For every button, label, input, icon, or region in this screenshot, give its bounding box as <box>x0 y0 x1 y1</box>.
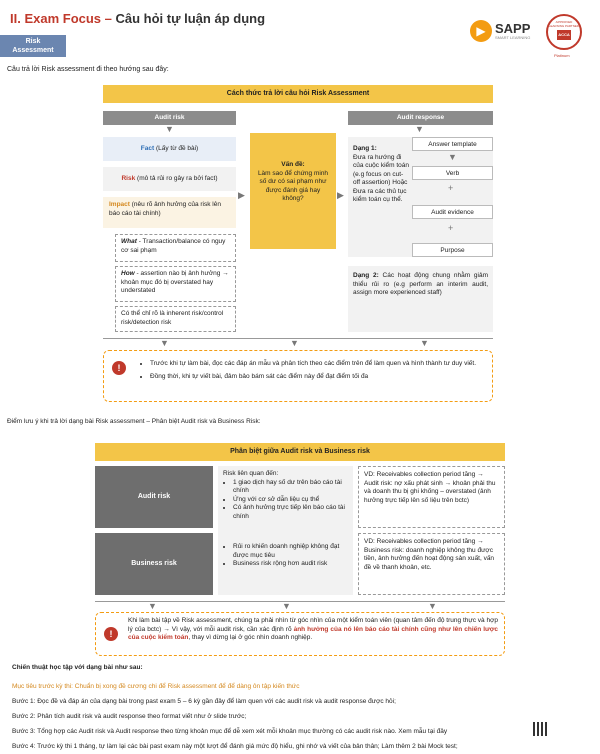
audit-risk-header: Audit risk <box>103 111 236 125</box>
chevron-down-icon: ▼ <box>448 152 457 162</box>
answer-template: Answer template <box>412 137 493 151</box>
intro-text: Câu trả lời Risk assessment đi theo hướng sau đây: <box>7 66 169 73</box>
arrow-down-icon: ▼ <box>160 338 169 348</box>
arrow-down-icon: ▼ <box>290 338 299 348</box>
audit-risk-label: Audit risk <box>95 466 213 528</box>
qr-code-icon[interactable] <box>533 722 547 736</box>
audit-evidence-box: Audit evidence <box>412 205 493 219</box>
inherent-box: Có thể chỉ rõ là inherent risk/control risk/detection risk <box>115 306 236 332</box>
strategy-step: Bước 1: Đọc đề và đáp án của dạng bài trong past exam 5 – 6 kỳ gần đây để làm quen với các audit risk và audit response được hỏi; <box>12 698 396 705</box>
arrow-right-icon: ▶ <box>238 190 245 200</box>
verb-box: Verb <box>412 166 493 180</box>
purpose-box: Purpose <box>412 243 493 257</box>
plus-icon: + <box>448 183 454 193</box>
what-box: What - Transaction/balance có nguy cơ sai phạm <box>115 234 236 262</box>
type1-text: Dạng 1: Đưa ra hướng đi của cuộc kiểm toán (e.g focus on cut-off assertion) Hoặc Đưa ra các thủ tục kiểm toán cụ thể. <box>353 145 410 203</box>
acca-platinum: Platinum <box>554 53 570 58</box>
arrow-down-icon: ▼ <box>420 338 429 348</box>
warning-icon: ! <box>112 361 126 375</box>
audit-risk-example: VD: Receivables collection period tăng → Audit risk: nợ xấu phát sinh → khoản phải thu và doanh thu bị ghi khống – overstated (ảnh hưởng trực tiếp lên số liệu trên bctc) <box>358 466 505 528</box>
diagram2-heading: Phân biệt giữa Audit risk và Business risk <box>95 443 505 461</box>
issue-box: Vấn đề: Làm sao để chứng minh số dư có sai phạm như được đánh giá hay không? <box>250 133 336 249</box>
section-badge: Risk Assessment <box>0 35 66 57</box>
fact-box: Fact (Lấy từ đề bài) <box>103 137 236 161</box>
how-box: How - assertion nào bị ảnh hưởng → khoản mục đó bị overstated hay understated <box>115 266 236 302</box>
arrow-down-icon: ▼ <box>282 601 291 611</box>
strategy-step: Bước 4: Trước kỳ thi 1 tháng, tự làm lại các bài past exam này một lượt để đánh giá mức độ hiểu, ghi nhớ và viết của bản thân; Làm thêm 2 bài Mock test; <box>12 743 458 750</box>
sapp-logo: ▶ SAPP SMART LEARNING <box>470 20 530 42</box>
intro-text-2: Điểm lưu ý khi trả lời dạng bài Risk assessment – Phân biệt Audit risk và Business Risk: <box>7 418 261 425</box>
impact-box: Impact (nêu rõ ảnh hưởng của risk lên báo cáo tài chính) <box>103 197 236 228</box>
strategy-step: Bước 3: Tổng hợp các Audit risk và Audit response theo từng khoản mục để dễ xem xét mỗi khoản mục thường có các audit risk nào. Xem mẫu tại đây <box>12 728 448 735</box>
strategy-title: Chiến thuật học tập với dạng bài như sau: <box>12 664 143 671</box>
diagram1-heading: Cách thức trả lời câu hỏi Risk Assessment <box>103 85 493 103</box>
note-item: • Đồng thời, khi tự viết bài, đảm bảo bám sát các điểm này để đạt điểm tối đa <box>150 373 490 382</box>
note-box-1 <box>103 350 493 402</box>
note-box-2 <box>95 612 505 656</box>
arrow-down-icon: ▼ <box>415 124 424 134</box>
arrow-down-icon: ▼ <box>165 124 174 134</box>
strategy-goal: Mục tiêu trước kỳ thi: Chuẩn bị xong đề cương chi để Risk assessment để để dàng ôn tập kiến thức <box>12 683 300 690</box>
type2-box: Dạng 2: Các hoạt động chung nhằm giảm thiểu rủi ro (e.g perform an interim audit, assign more experienced staff) <box>348 266 493 332</box>
acca-badge: APPROVED LEARNING PARTNER ACCA <box>546 14 582 50</box>
strategy-step: Bước 2: Phân tích audit risk và audit response theo format viết như ở slide trước; <box>12 713 247 720</box>
note-item: • Trước khi tự làm bài, đọc các đáp án mẫu và phân tích theo các điểm trên để làm quen và hình thành tư duy viết. <box>150 360 490 369</box>
audit-response-header: Audit response <box>348 111 493 125</box>
note-text: Khi làm bài tập về Risk assessment, chúng ta phải nhìn từ góc nhìn của một kiểm toán viên (quan tâm đến độ trung thực và hợp lý của bctc) → Vì vậy, với mỗi audit risk, cần xác định rõ ảnh hưởng của nó lên báo cáo tài chính cũng như lên chiến lược của cuộc kiểm toán, thay vì dừng lại ở góc nhìn doanh nghiệp. <box>128 617 498 641</box>
business-risk-example: VD: Receivables collection period tăng → Business risk: doanh nghiệp không thu được tiền, ảnh hưởng đến hoạt động sản xuất, vấn đề về thanh khoản, etc. <box>358 533 505 595</box>
warning-icon: ! <box>104 627 118 641</box>
risk-description: Risk liên quan đến: • 1 giao dịch hay số dư trên báo cáo tài chính • Ứng với cơ sở dẫn liệu cụ thể • Có ảnh hưởng trực tiếp lên báo cáo tài chính • Rủi ro khiến doanh nghiệp không đạt được mục tiêu • Business risk rộng hơn audit risk <box>218 466 353 595</box>
page-title: II. Exam Focus – Câu hỏi tự luận áp dụng <box>10 11 266 26</box>
business-risk-label: Business risk <box>95 533 213 595</box>
arrow-down-icon: ▼ <box>148 601 157 611</box>
arrow-down-icon: ▼ <box>428 601 437 611</box>
risk-box: Risk (mô tả rủi ro gây ra bởi fact) <box>103 167 236 191</box>
arrow-right-icon: ▶ <box>337 190 344 200</box>
plus-icon: + <box>448 223 454 233</box>
sapp-logo-icon: ▶ <box>470 20 492 42</box>
